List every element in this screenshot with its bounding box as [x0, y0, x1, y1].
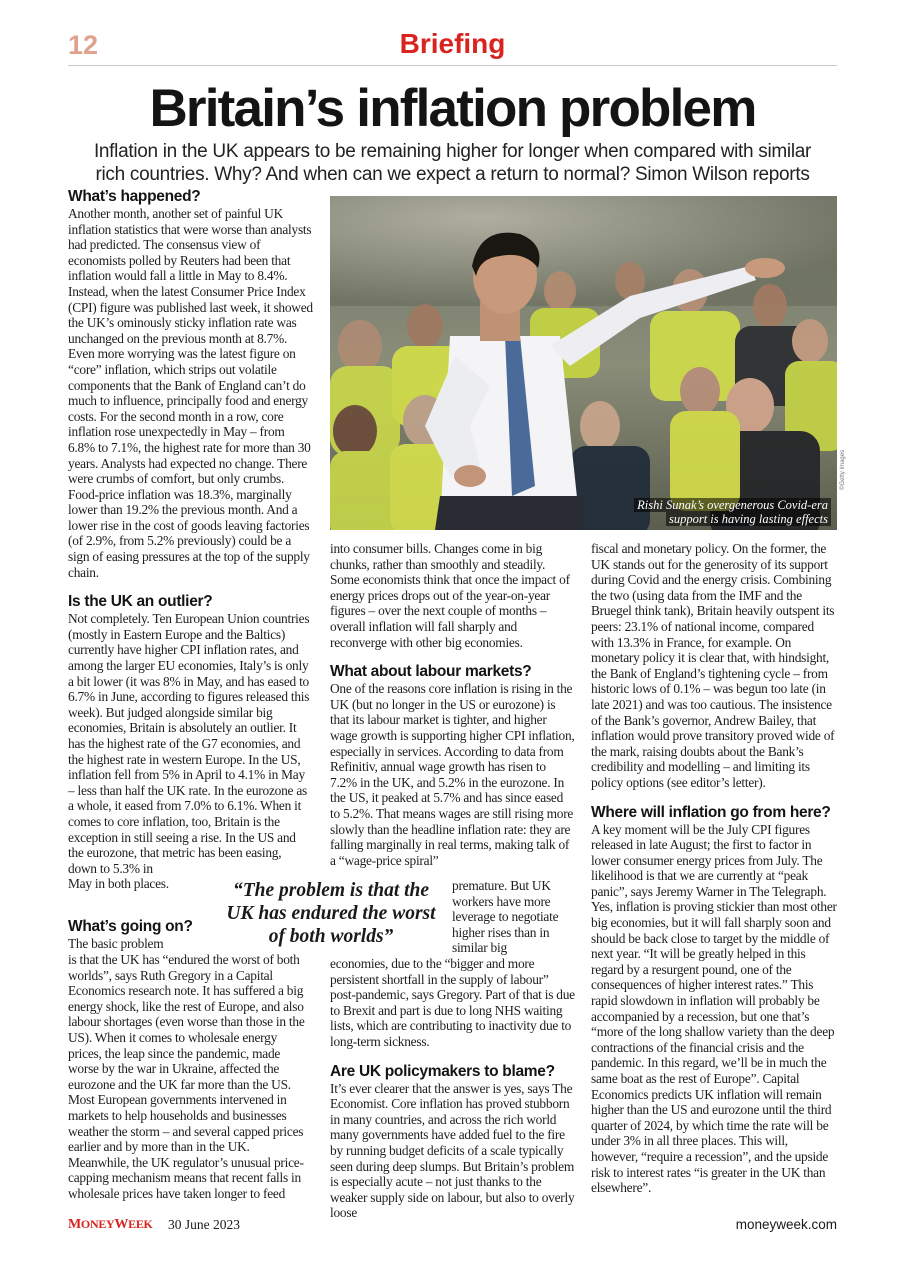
heading-policymakers-blame: Are UK policymakers to blame?: [330, 1062, 555, 1080]
article-title: Britain’s inflation problem: [149, 79, 756, 138]
paragraph-labour-wrap: premature. But UK workers have more leverage to negotiate higher rises than in similar big: [452, 878, 559, 956]
section-title: Briefing: [399, 28, 506, 59]
paragraph-going-on-lead: The basic problem: [68, 936, 164, 951]
page-number: 12: [68, 30, 99, 60]
brand-eek: EEK: [128, 1217, 153, 1231]
heading-whats-going-on: What’s going on?: [68, 918, 193, 935]
column-3: [591, 541, 837, 1196]
paragraph-col3-continued: fiscal and monetary policy. On the former, the UK stands out for the generosity of its support during Covid and the energy crisis. Combining the two (using data from the IMF and the Bruegel think tank), Britain heavily outspent its peers: 23.1% of national income, compared with 13.3% in France, for example. On monetary policy it is clear that, with hindsight, the Bank of England’s tightening cycle – from historic lows of 0.1% – was begun too late (in late 2021) and was too cautious. The insistence of the Bank’s governor, Andrew Bailey, that inflation would prove transitory proved wide of the mark, raising doubts about the Bank’s credibility and modelling – and limiting its policy options (see editor’s letter).: [591, 541, 835, 790]
brand-oney: ONEY: [80, 1217, 115, 1231]
column-1: [68, 188, 313, 892]
heading-uk-outlier: Is the UK an outlier?: [68, 593, 213, 611]
heading-whats-happened: What’s happened?: [68, 188, 201, 205]
paragraph-whats-happened: Another month, another set of painful UK inflation statistics that were worse than analysts had predicted. The consensus view of economists polled by Reuters had been that inflation would fall a little in May to 8.4%. Instead, when the latest Consumer Price Index (CPI) figure was published last week, it showed the UK’s ominously sticky inflation rate was unchanged on the previous month at 8.7%. Even more worrying was the latest figure on “core” inflation, which strips out volatile components that the Bank of England can’t do much to influence, principally food and energy costs. For the second month in a row, core inflation rose unexpectedly in May – from 6.8% to 7.1%, the highest rate for more than 30 years. Analysts had expected no change. There were crumbs of comfort, but only crumbs. Food-price inflation was 18.3%, marginally lower than 19.2% the previous month. And a lower rise in the cost of goods leaving factories (of 2.9%, from 5.2% previously) could be a sign of easing pressures at the top of the supply chain.: [68, 206, 313, 580]
paragraph-labour-markets: One of the reasons core inflation is rising in the UK (but no longer in the US or eurozone) is that its labour market is tighter, and higher wage growth is supporting higher CPI inflation, especially in services. According to data from Refinitiv, annual wage growth has risen to 7.2% in the UK, and 5.2% in the eurozone. In the US, it peaked at 5.7% and has since eased to 5.2%. That means wages are still rising more slowly than the headline inflation rate: they are falling marginally in real terms, making talk of a “wage-price spiral”: [330, 681, 575, 868]
heading-labour-markets: What about labour markets?: [330, 663, 532, 681]
brand-w: W: [114, 1217, 129, 1232]
page-header: [68, 26, 837, 66]
column-2-bottom: [330, 956, 575, 1221]
heading-where-inflation: Where will inflation go from here?: [591, 803, 831, 821]
article-standfirst: Inflation in the UK appears to be remaining higher for longer when compared with similar rich countries. Why? And when can we expect a return to normal? Simon Wilson reports: [93, 141, 812, 185]
brand-m: M: [68, 1217, 81, 1232]
paragraph-policymakers-blame: It’s ever clearer that the answer is yes, says The Economist. Core inflation has proved stubborn in many countries, and across the rich world many governments have added fuel to the fire by running budget deficits of a scale typically seen during deep slumps. But Britain’s problem is especially acute – not just thanks to the weaker supply side on labour, but also to overly loose: [330, 1080, 575, 1221]
pull-quote: “The problem is that the UK has endured the worst of both worlds”: [226, 880, 436, 947]
paragraph-uk-outlier: Not completely. Ten European Union countries (mostly in Eastern Europe and the Baltics) currently have higher CPI inflation rates, and among the larger EU economies, Italy’s is only a bit lower (it was 8% in May, and has eased to 6.7% in June, according to figures released this week). But judged alongside similar big economies, Britain is absolutely an outlier. It has the highest rate of the G7 economies, and the highest rate in western Europe. In the US, inflation fell from 5% in April to 4.1% in May – less than half the UK rate. In the eurozone as a whole, it eased from 7.0% to 6.1%. When it comes to core inflation, too, Britain is the exception in still seeing a rise. In the US and the eurozone, that metric has been easing, down to 5.3% in: [68, 611, 310, 876]
photo-caption: [634, 498, 831, 526]
paragraph-labour-end: economies, due to the “bigger and more persistent shortfall in the supply of labour” post-pandemic, says Gregory. Part of that is due to Brexit and part is due to long NHS waiting lists, which are contributing to inactivity due to long-term sickness.: [330, 956, 575, 1049]
paragraph-whats-going-on: is that the UK has “endured the worst of both worlds”, says Ruth Gregory in a Capital Economics research note. It has suffered a big energy shock, like the rest of Europe, and also labour shortages (even worse than those in the US). When it comes to wholesale energy prices, the leap since the pandemic, made worse by the war in Ukraine, affected the eurozone and the UK far more than the US. Most European governments intervened in markets to help households and businesses weather the storm – and several capped prices earlier and by more than in the UK. Meanwhile, the UK regulator’s unusual price-capping mechanism means that recent falls in wholesale prices have taken longer to feed: [68, 952, 305, 1201]
paragraph-uk-outlier-end: May in both places.: [68, 876, 169, 892]
page-footer: [68, 1215, 837, 1235]
column-1-bottom: [68, 952, 313, 1202]
article-photo: [330, 196, 837, 530]
website-link[interactable]: moneyweek.com: [735, 1217, 837, 1232]
caption-line-1: Rishi Sunak’s overgenerous Covid-era: [634, 498, 831, 512]
caption-line-2: support is having lasting effects: [666, 512, 831, 526]
brand-logo: [68, 1217, 153, 1233]
column-2: [330, 541, 575, 868]
photo-credit: ©Getty Images: [840, 449, 846, 490]
paragraph-where-inflation: A key moment will be the July CPI figures released in late August; the first to factor in lower consumer energy prices from July. The likelihood is that we are currently at “peak panic”, says Jeremy Warner in The Telegraph. Yes, inflation is proving stickier than most other big economies, but it will fall sharply soon and should be back close to target by the middle of next year. “It will be greatly helped in this regard by a resurgent pound, one of the consequences of higher interest rates.” This rapid slowdown in inflation will probably be accompanied by a recession, but one that’s “more of the long shallow variety than the deep contractions of the financial crisis and the pandemic. In this regard, we’ll be in much the same boat as the rest of Europe”. Capital Economics predicts UK inflation will remain higher than the US and eurozone until the third quarter of 2024, by which time the rate will be under 3% in all three places. This will, however, “require a recession”, and the upside risk to interest rates “is greater in the UK than elsewhere”.: [591, 821, 837, 1196]
issue-date: 30 June 2023: [168, 1217, 240, 1232]
photo-illustration: [330, 196, 837, 530]
paragraph-col2-continued: into consumer bills. Changes come in big chunks, rather than smoothly and steadily. Some economists think that once the impact of energy prices drops out of the year-on-year figures – over the next couple of months – overall inflation will fall sharply and reconverge with other big economies.: [330, 541, 570, 650]
